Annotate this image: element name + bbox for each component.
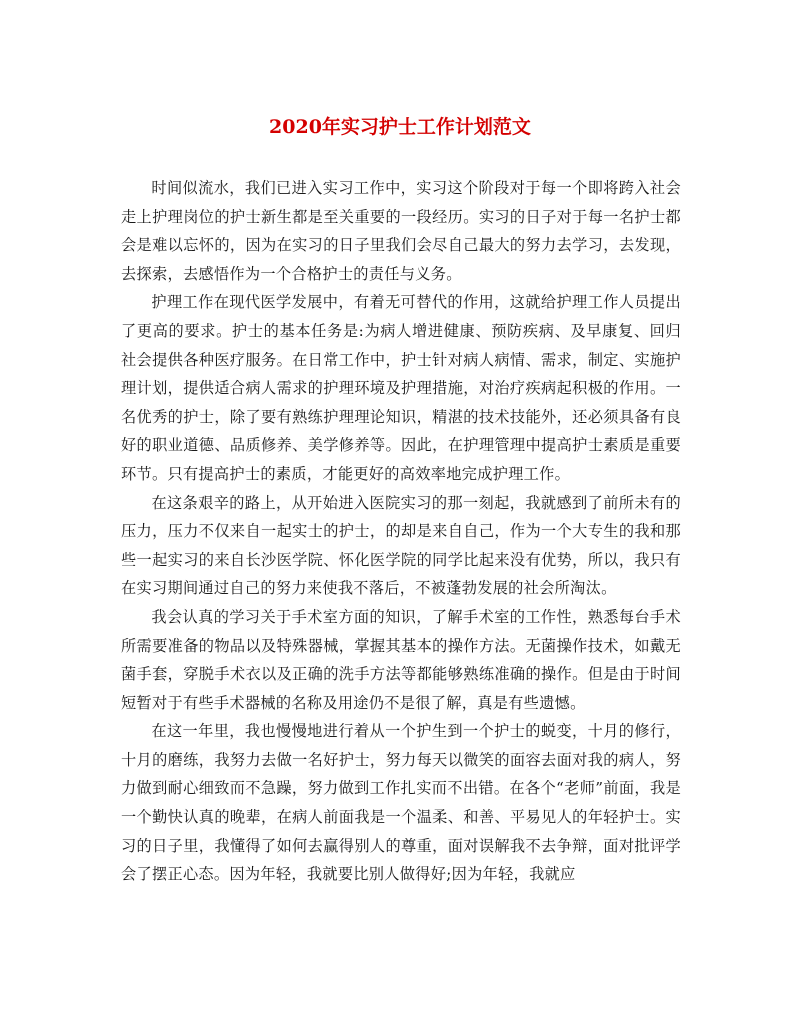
paragraph: 在这条艰辛的路上，从开始进入医院实习的那一刻起，我就感到了前所未有的压力，压力不仅来自一起实士的护士，的却是来自自己，作为一个大专生的我和那些一起实习的来自长沙医学院、怀化医学院的同学比起来没有优势，所以，我只有在实习期间通过自己的努力来使我不落后，不被蓬勃发展的社会所淘汰。 bbox=[121, 493, 681, 598]
paragraph: 护理工作在现代医学发展中，有着无可替代的作用，这就给护理工作人员提出了更高的要求。护士的基本任务是:为病人增进健康、预防疾病、及早康复、回归社会提供各种医疗服务。在日常工作中，护士针对病人病情、需求，制定、实施护理计划，提供适合病人需求的护理环境及护理措施，对治疗疾病起积极的作用。一名优秀的护士，除了要有熟练护理理论知识，精湛的技术技能外，还必须具备有良好的职业道德、品质修养、美学修养等。因此，在护理管理中提高护士素质是重要环节。只有提高护士的素质，才能更好的高效率地完成护理工作。 bbox=[121, 293, 681, 483]
paragraph: 在这一年里，我也慢慢地进行着从一个护生到一个护士的蜕变，十月的修行，十月的磨练，我努力去做一名好护士，努力每天以微笑的面容去面对我的病人，努力做到耐心细致而不急躁，努力做到工作扎实而不出错。在各个“老师”前面，我是一个勤快认真的晚辈，在病人前面我是一个温柔、和善、平易见人的年轻护士。实习的日子里，我懂得了如何去赢得别人的尊重，面对误解我不去争辩，面对批评学会了摆正心态。因为年轻，我就要比别人做得好;因为年轻，我就应 bbox=[121, 722, 681, 884]
paragraph: 时间似流水，我们已进入实习工作中，实习这个阶段对于每一个即将跨入社会走上护理岗位的护士新生都是至关重要的一段经历。实习的日子对于每一名护士都会是难以忘怀的，因为在实习的日子里我们会尽自己最大的努力去学习，去发现，去探索，去感悟作为一个合格护士的责任与义务。 bbox=[121, 179, 681, 283]
document-title: 2020年实习护士工作计划范文 bbox=[269, 116, 531, 138]
paragraph: 我会认真的学习关于手术室方面的知识，了解手术室的工作性，熟悉每台手术所需要准备的物品以及特殊器械，掌握其基本的操作方法。无菌操作技术，如戴无菌手套，穿脱手术衣以及正确的洗手方法等都能够熟练准确的操作。但是由于时间短暂对于有些手术器械的名称及用途仍不是很了解，真是有些遗憾。 bbox=[121, 607, 681, 712]
document-body bbox=[121, 174, 681, 889]
